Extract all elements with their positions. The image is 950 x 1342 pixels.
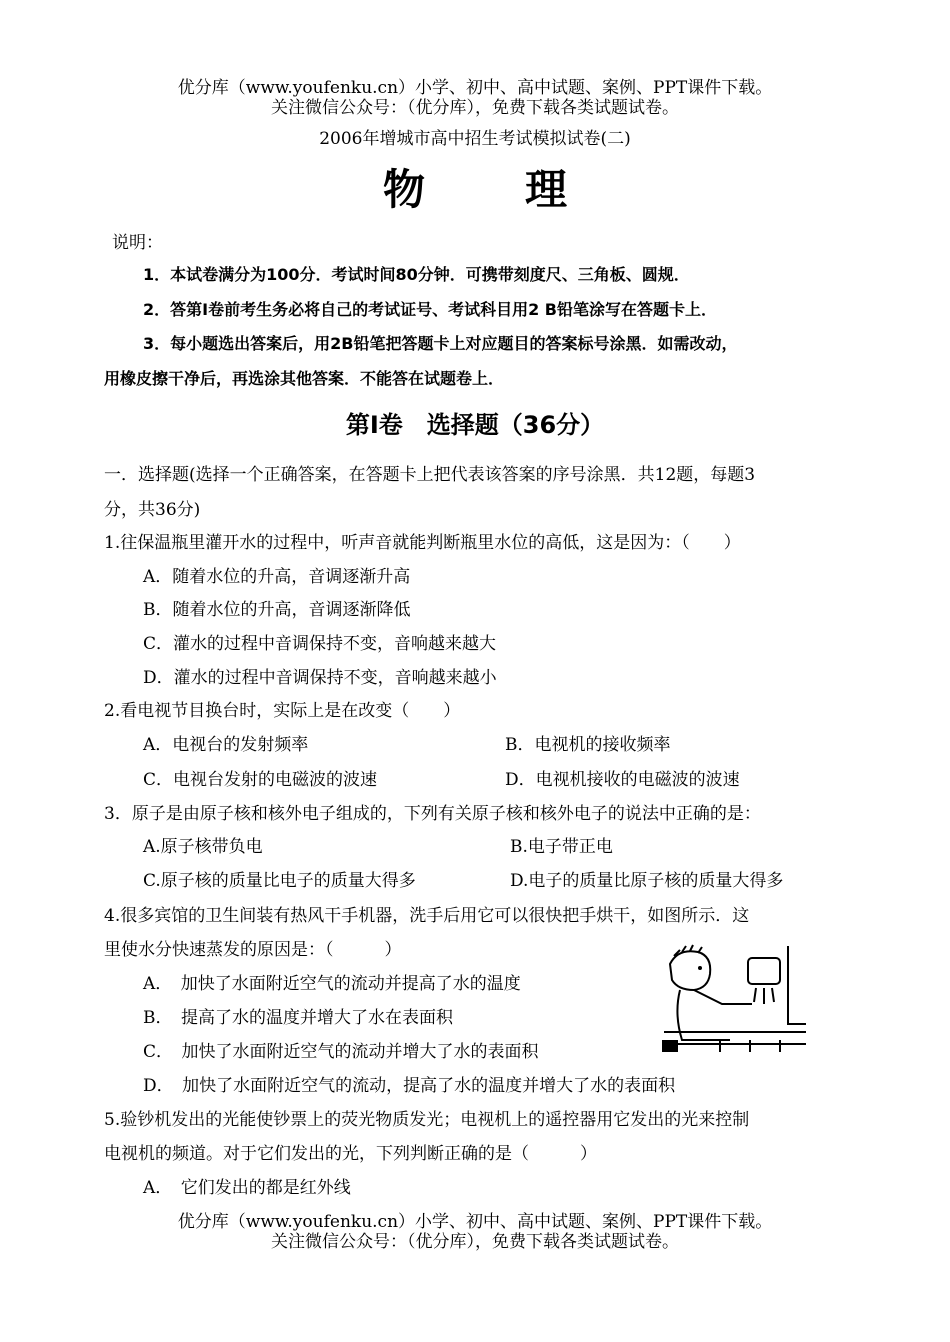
question-2-option-b: B．电视机的接收频率: [505, 735, 671, 755]
instruction-1: 1．本试卷满分为100分．考试时间80分钟．可携带刻度尺、三角板、圆规．: [143, 265, 690, 284]
exam-title: 2006年增城市高中招生考试模拟试卷(二): [319, 129, 631, 149]
subject-char-1: 物: [382, 165, 425, 214]
question-4-option-b: B． 提高了水的温度并增大了水在表面积: [143, 1008, 453, 1028]
footer-line-1: 优分库（www.youfenku.cn）小学、初中、高中试题、案例、PPT课件下载。: [177, 1212, 773, 1232]
question-5-stem-2: 电视机的频道。对于它们发出的光，下列判断正确的是（ ）: [104, 1144, 597, 1164]
question-1-stem: 1.往保温瓶里灌开水的过程中，听声音就能判断瓶里水位的高低，这是因为：（ ）: [104, 533, 741, 553]
instructions-label: 说明：: [112, 233, 163, 253]
question-5-stem-1: 5.验钞机发出的光能使钞票上的荧光物质发光；电视机上的遥控器用它发出的光来控制: [104, 1110, 750, 1130]
header-line-2: 关注微信公众号：（优分库），免费下载各类试题试卷。: [271, 98, 679, 118]
hand-dryer-illustration: [660, 944, 810, 1054]
question-4-stem-2: 里使水分快速蒸发的原因是：（ ）: [104, 940, 402, 960]
question-4-option-a: A． 加快了水面附近空气的流动并提高了水的温度: [143, 974, 521, 994]
question-4-option-c: C． 加快了水面附近空气的流动并增大了水的表面积: [143, 1042, 539, 1062]
question-3-option-a: A.原子核带负电: [143, 837, 263, 857]
question-1-option-a: A．随着水位的升高，音调逐渐升高: [143, 567, 411, 587]
instruction-3b: 用橡皮擦干净后，再选涂其他答案．不能答在试题卷上．: [104, 369, 505, 388]
question-3-option-b: B.电子带正电: [510, 837, 613, 857]
subject-char-2: 理: [525, 165, 568, 214]
question-2-stem: 2.看电视节目换台时，实际上是在改变（ ）: [104, 701, 461, 721]
question-3-option-c: C.原子核的质量比电子的质量大得多: [143, 871, 416, 891]
question-2-option-d: D．电视机接收的电磁波的波速: [505, 770, 740, 790]
header-line-1: 优分库（www.youfenku.cn）小学、初中、高中试题、案例、PPT课件下载。: [177, 78, 773, 98]
instruction-3a: 3．每小题选出答案后，用2B铅笔把答题卡上对应题目的答案标号涂黑．如需改动，: [143, 334, 738, 353]
question-1-option-c: C．灌水的过程中音调保持不变，音响越来越大: [143, 634, 497, 654]
question-5-option-a: A． 它们发出的都是红外线: [143, 1178, 351, 1198]
question-3-option-d: D.电子的质量比原子核的质量大得多: [510, 871, 784, 891]
question-2-option-c: C．电视台发射的电磁波的波速: [143, 770, 378, 790]
instruction-2: 2．答第Ⅰ卷前考生务必将自己的考试证号、考试科目用2 B铅笔涂写在答题卡上．: [143, 300, 717, 319]
question-4-option-d: D． 加快了水面附近空气的流动，提高了水的温度并增大了水的表面积: [143, 1076, 676, 1096]
part-intro-line-1: 一．选择题(选择一个正确答案，在答题卡上把代表该答案的序号涂黑．共12题，每题3: [104, 465, 756, 485]
footer-line-2: 关注微信公众号：（优分库），免费下载各类试题试卷。: [271, 1232, 679, 1252]
part-intro-line-2: 分，共36分): [104, 500, 201, 520]
question-3-stem: 3．原子是由原子核和核外电子组成的，下列有关原子核和核外电子的说法中正确的是：: [104, 804, 761, 824]
subject-title: [0, 166, 950, 214]
question-1-option-b: B．随着水位的升高，音调逐渐降低: [143, 600, 411, 620]
question-2-option-a: A．电视台的发射频率: [143, 735, 309, 755]
question-4-stem-1: 4.很多宾馆的卫生间装有热风干手机器，洗手后用它可以很快把手烘干，如图所示．这: [104, 906, 750, 926]
question-1-option-d: D．灌水的过程中音调保持不变，音响越来越小: [143, 668, 497, 688]
section-title: 第Ⅰ卷 选择题（36分）: [345, 411, 605, 439]
